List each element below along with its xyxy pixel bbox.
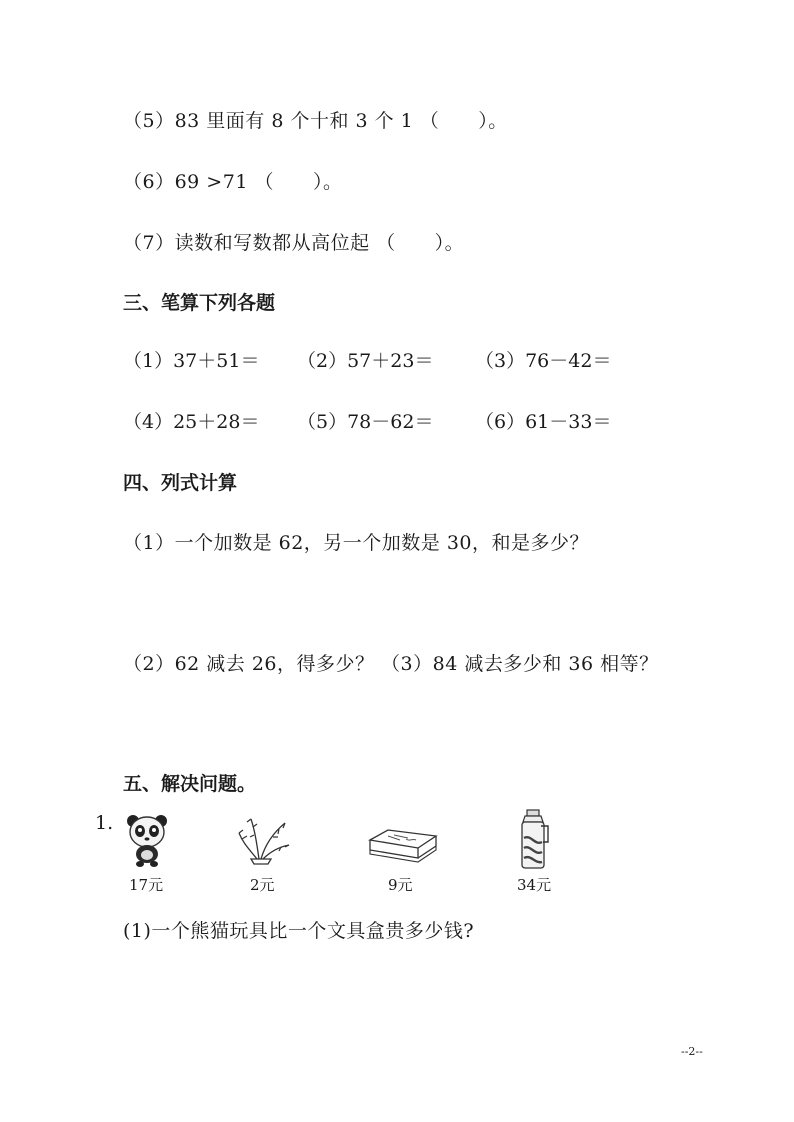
section5-title: 五、解决问题。 [123,773,257,795]
section4-question-1: （1）一个加数是 62，另一个加数是 30，和是多少？ [123,532,590,554]
calc-6: （6）61－33＝ [475,411,612,433]
thermos-icon [513,808,553,870]
section3-title: 三、笔算下列各题 [123,292,276,314]
calc-1: （1）37＋51＝ [123,350,260,372]
section5-question-1: (1)一个熊猫玩具比一个文具盒贵多少钱? [123,920,475,942]
calc-3: （3）76－42＝ [475,350,612,372]
judgement-item-7: （7）读数和写数都从高位起 （ ）。 [123,232,465,254]
calc-5: （5）78－62＝ [297,411,434,433]
calc-4: （4）25＋28＝ [123,411,260,433]
section4-title: 四、列式计算 [123,472,238,494]
pencil-box-icon [366,826,440,864]
panda-toy-icon [124,812,170,868]
section4-question-2-3: （2）62 减去 26，得多少？ （3）84 减去多少和 36 相等？ [123,653,659,675]
plant-price: 2元 [250,876,275,894]
panda-toy-price: 17元 [129,876,164,894]
problem-number: 1. [95,812,114,834]
calc-2: （2）57＋23＝ [297,350,434,372]
plant-icon [235,815,293,865]
judgement-item-5: （5）83 里面有 8 个十和 3 个 1 （ ）。 [123,110,508,132]
judgement-item-6: （6）69 >71 （ ）。 [123,171,343,193]
page-number: --2-- [681,1045,703,1058]
pencil-box-price: 9元 [388,876,413,894]
thermos-price: 34元 [517,876,552,894]
